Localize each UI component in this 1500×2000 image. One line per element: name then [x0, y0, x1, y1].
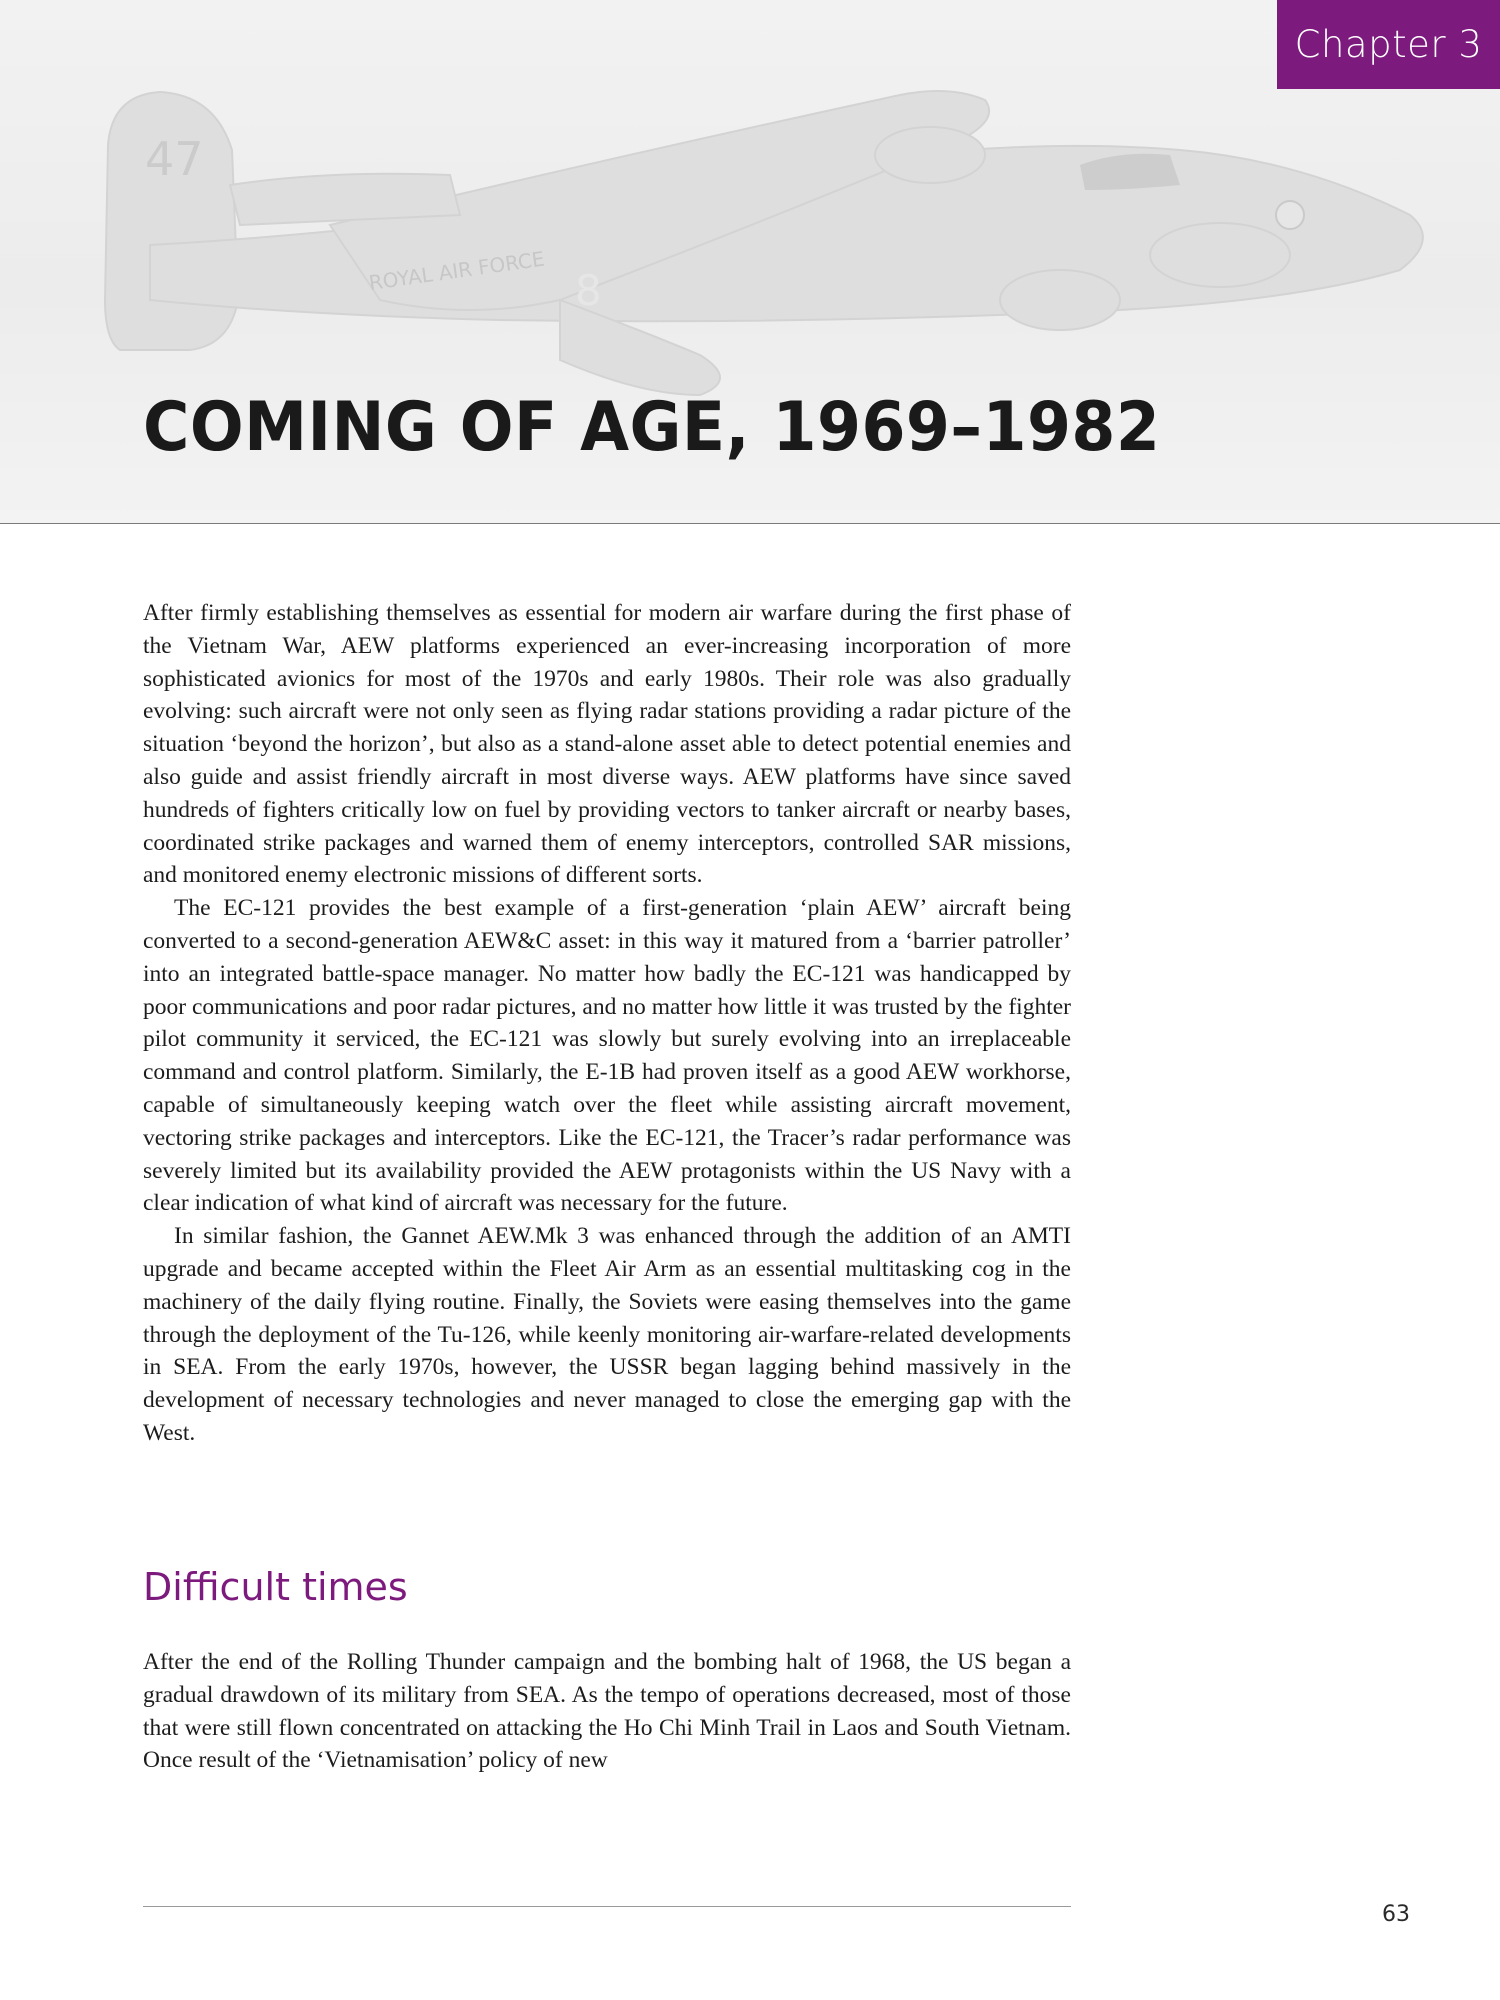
page-number: 63 — [1382, 1902, 1410, 1927]
section-body-text — [143, 1646, 1071, 1777]
fuselage-marking: ROYAL AIR FORCE — [367, 246, 546, 295]
tail-number-marking: 47 — [145, 132, 204, 186]
paragraph: In similar fashion, the Gannet AEW.Mk 3 was enhanced through the addition of an AMTI upgrade and became accepted within the Fleet Air Arm as an essential multitasking cog in the machinery of the daily flying routine. Finally, the Soviets were easing themselves into the game through the deployment of the Tu-126, while keenly monitoring air-warfare-related developments in SEA. From the early 1970s, however, the USSR began lagging behind massively in the development of necessary technologies and never managed to close the emerging gap with the West. — [143, 1223, 1071, 1446]
section-heading: Difficult times — [143, 1565, 408, 1609]
paragraph: After firmly establishing themselves as essential for modern air warfare during the first phase of the Vietnam War, AEW platforms experienced an ever-increasing incorporation of more sophisticated avionics for most of the 1970s and early 1980s. Their role was also gradually evolving: such aircraft were not only seen as flying radar stations providing a radar picture of the situation ‘beyond the horizon’, but also as a stand-alone asset able to detect potential enemies and also guide and assist friendly aircraft in most diverse ways. AEW platforms have since saved hundreds of fighters critically low on fuel by providing vectors to tanker aircraft or nearby bases, coordinated strike packages and warned them of enemy interceptors, controlled SAR missions, and monitored enemy electronic missions of different sorts. — [143, 600, 1071, 889]
paragraph: After the end of the Rolling Thunder campaign and the bombing halt of 1968, the US began a gradual drawdown of its military from SEA. As the tempo of operations decreased, most of those that were still flown concentrated on attacking the Ho Chi Minh Trail in Laos and South Vietnam. Once result of the ‘Vietnamisation’ policy of new — [143, 1649, 1071, 1774]
header-divider — [0, 523, 1500, 524]
chapter-tab: Chapter 3 — [1277, 0, 1500, 89]
paragraph: The EC-121 provides the best example of a first-generation ‘plain AEW’ aircraft being converted to a second-generation AEW&C asset: in this way it matured from a ‘barrier patroller’ into an integrated battle-space manager. No matter how badly the EC-121 was handicapped by poor communications and poor radar pictures, and no matter how little it was trusted by the fighter pilot community it serviced, the EC-121 was slowly but surely evolving into an irreplaceable command and control platform. Similarly, the E-1B had proven itself as a good AEW workhorse, capable of simultaneously keeping watch over the fleet while assisting aircraft movement, vectoring strike packages and interceptors. Like the EC-121, the Tracer’s radar performance was severely limited but its availability provided the AEW protagonists within the US Navy with a clear indication of what kind of aircraft was necessary for the future. — [143, 895, 1071, 1217]
footer-divider — [143, 1906, 1071, 1907]
body-text — [143, 597, 1071, 1450]
chapter-title: COMING OF AGE, 1969–1982 — [143, 388, 1161, 467]
fuselage-number-marking: 8 — [575, 266, 602, 315]
